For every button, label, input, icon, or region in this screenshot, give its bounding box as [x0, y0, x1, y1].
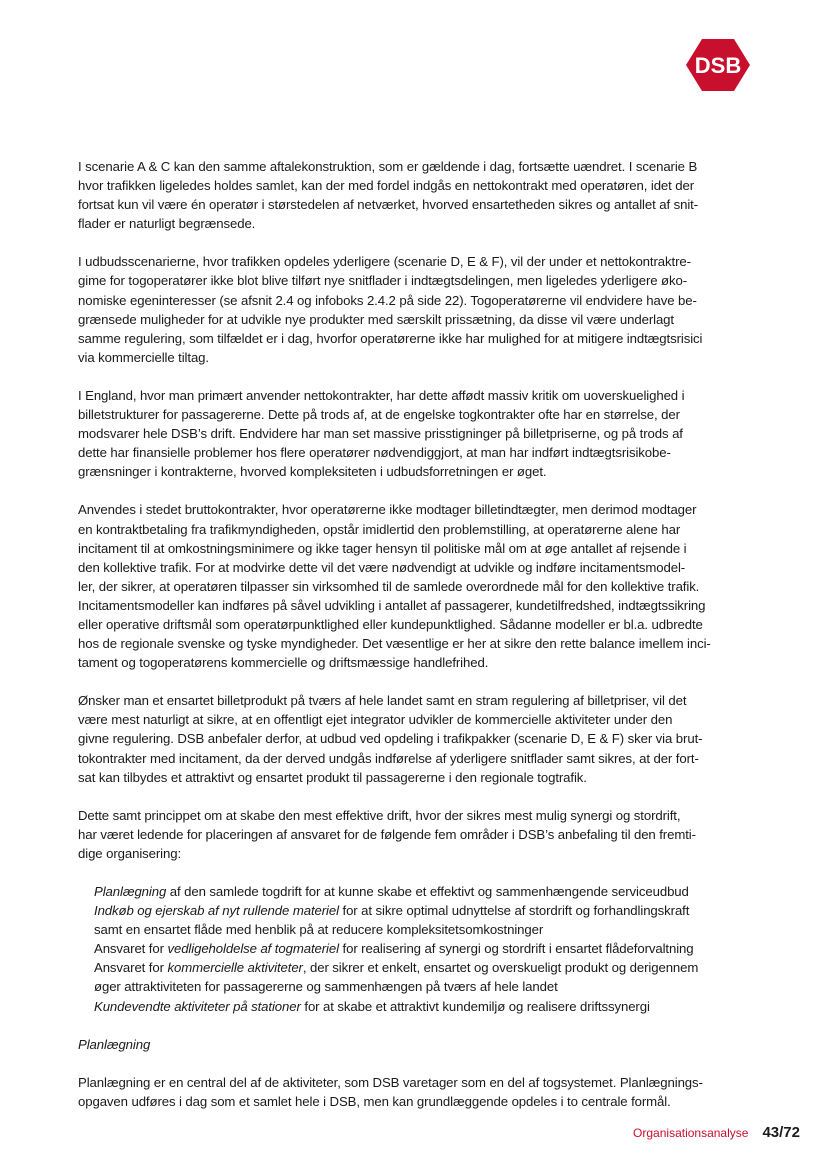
text-line: givne regulering. DSB anbefaler derfor, at udbud ved opdeling i trafikpakker (scenarie D, E & F) sker via brut-	[78, 731, 703, 747]
text-line: flader er naturligt begrænsede.	[78, 216, 256, 232]
text-line: Anvendes i stedet bruttokontrakter, hvor operatørerne ikke modtager billetindtægter, men derimod modtager	[78, 502, 697, 518]
section-paragraph	[78, 1073, 750, 1111]
text-line: tament og togoperatørens kommercielle og driftsmæssige handlefrihed.	[78, 655, 489, 671]
text-line: nomiske egeninteresser (se afsnit 2.4 og infoboks 2.4.2 på side 22). Togoperatørerne vil endvidere have be-	[78, 292, 697, 308]
text-line: den kollektive trafik. For at modvirke dette vil det være nødvendigt at udvikle og indføre incitamentsmodel-	[78, 559, 686, 575]
paragraph	[78, 252, 750, 367]
list-item-rest: for at sikre optimal udnyttelse af stordrift og forhandlingskraft	[338, 903, 690, 919]
text-line: grænsninger i kontrakterne, hvorved kompleksiteten i udbudsforretningen er øget.	[78, 464, 547, 480]
text-line: modsvarer hele DSB’s drift. Endvidere har man set massive prisstigninger på billetpriserne, og på trods af	[78, 426, 683, 442]
text-line: opgaven udføres i dag som et samlet hele i DSB, men kan grundlæggende opdeles i to centrale formål.	[78, 1093, 671, 1109]
logo-text: DSB	[694, 53, 742, 78]
text-line: være mest naturligt at sikre, at en offentligt ejet integrator udvikler de kommercielle aktiviteter under den	[78, 712, 673, 728]
list-item-rest: , der sikrer et enkelt, ensartet og overskueligt produkt og derigennem	[302, 960, 699, 976]
list-item-rest: for realisering af synergi og stordrift i ensartet flådeforvaltning	[338, 941, 694, 957]
text-line: hos de regionale svenske og tyske myndigheder. Det væsentlige er her at sikre den rette balance imellem inci-	[78, 636, 711, 652]
list-item	[94, 939, 750, 958]
text-line: Dette samt princippet om at skabe den mest effektive drift, hvor der sikres mest mulig synergi og stordrift,	[78, 807, 681, 823]
paragraph	[78, 157, 750, 233]
page-footer	[633, 1124, 800, 1141]
text-line: en kontraktbetaling fra trafikmyndigheden, opstår imidlertid den problemstilling, at operatørerne alene har	[78, 521, 681, 537]
list-item-prefix: Ansvaret for	[94, 960, 168, 976]
list-item	[94, 901, 750, 920]
list-item-continuation: samt en ensartet flåde med henblik på at reducere kompleksitetsomkostninger	[94, 922, 544, 938]
text-line: Planlægning er en central del af de aktiviteter, som DSB varetager som en del af togsystemet. Planlægnings-	[78, 1074, 703, 1090]
list-item-italic: vedligeholdelse af togmateriel	[167, 941, 339, 957]
footer-section-name: Organisationsanalyse	[633, 1126, 749, 1140]
paragraph	[78, 500, 750, 672]
document-body	[78, 157, 750, 1130]
text-line: har været ledende for placeringen af ansvaret for de følgende fem områder i DSB’s anbefaling til den fremti-	[78, 826, 696, 842]
list-item-italic: kommercielle aktiviteter	[167, 960, 303, 976]
text-line: dige organisering:	[78, 845, 182, 861]
text-line: dette har finansielle problemer hos flere operatører nødvendiggjort, at man har indført indtægtsrisikobe-	[78, 445, 671, 461]
text-line: Incitamentsmodeller kan indføres på såvel udvikling i antallet af passagerer, kundetilfredshed, indtægtssikring	[78, 597, 706, 613]
text-line: I scenarie A & C kan den samme aftalekonstruktion, som er gældende i dag, fortsætte uændret. I scenarie B	[78, 159, 698, 174]
list-item	[94, 958, 750, 977]
paragraph	[78, 691, 750, 786]
list-item-prefix: Ansvaret for	[94, 941, 168, 957]
text-line: incitament til at omkostningsminimere og ikke tager hensyn til politiske mål om at øge antallet af rejsende i	[78, 540, 687, 556]
list-item	[94, 882, 750, 901]
list-item-rest: for at skabe et attraktivt kundemiljø og realisere driftssynergi	[300, 998, 650, 1014]
list-item-italic: Indkøb og ejerskab af nyt rullende materiel	[94, 903, 339, 919]
list-item-italic: Kundevendte aktiviteter på stationer	[94, 998, 301, 1014]
text-line: ler, der sikrer, at operatøren tilpasser sin virksomhed til de samlede overordnede mål for den kollektive trafik.	[78, 578, 700, 594]
text-line: eller operative driftsmål som operatørpunktlighed eller kundepunktlighed. Sådanne modeller er bl.a. udbredte	[78, 616, 703, 632]
text-line: samme regulering, som tilfældet er i dag, hvorfor operatørerne ikke har mulighed for at mitigere indtægtsrisici	[78, 330, 703, 346]
text-line: I England, hvor man primært anvender nettokontrakter, har dette affødt massiv kritik om uoverskuelighed i	[78, 387, 685, 403]
text-line: billetstrukturer for passagererne. Dette på trods af, at de engelske togkontrakter ofte har en størrelse, der	[78, 407, 680, 423]
list-item-rest: af den samlede togdrift for at kunne skabe et effektivt og sammenhængende serviceudbud	[166, 884, 689, 899]
text-line: sat kan tilbydes et attraktivt og ensartet produkt til passagererne i den regionale togtrafik.	[78, 769, 587, 785]
text-line: I udbudsscenarierne, hvor trafikken opdeles yderligere (scenarie D, E & F), vil der under et nettokontraktre-	[78, 254, 691, 270]
text-line: fortsat kun vil være én operatør i størstedelen af netværket, hvorved ensartetheden sikres og antallet af snit-	[78, 197, 699, 213]
text-line: hvor trafikken ligeledes holdes samlet, kan der med fordel indgås en nettokontrakt med operatøren, idet der	[78, 178, 695, 194]
paragraph	[78, 806, 750, 863]
dsb-logo	[686, 39, 750, 91]
page-number: 43/72	[762, 1124, 800, 1141]
responsibility-list	[94, 882, 750, 1016]
paragraph	[78, 386, 750, 481]
list-item-continuation: øger attraktiviteten for passagererne og sammenhængen på tværs af hele landet	[94, 979, 558, 995]
text-line: grænsede muligheder for at udvikle nye produkter med særskilt prissætning, da disse vil være underlagt	[78, 311, 674, 327]
dsb-logo-icon	[686, 39, 750, 91]
text-line: Ønsker man et ensartet billetprodukt på tværs af hele landet samt en stram regulering af billetpriser, vil det	[78, 693, 687, 709]
text-line: tokontrakter med incitament, da der derved undgås indførelse af yderligere snitflader samt sikres, at der fort-	[78, 750, 699, 766]
list-item-italic: Planlægning	[94, 884, 167, 899]
section-heading: Planlægning	[78, 1036, 151, 1052]
text-line: via kommercielle tiltag.	[78, 349, 209, 365]
list-item	[94, 997, 750, 1016]
text-line: gime for togoperatører ikke blot blive tilført nye snitflader i indtægtsdelingen, men ligeledes yderligere øko-	[78, 273, 688, 289]
